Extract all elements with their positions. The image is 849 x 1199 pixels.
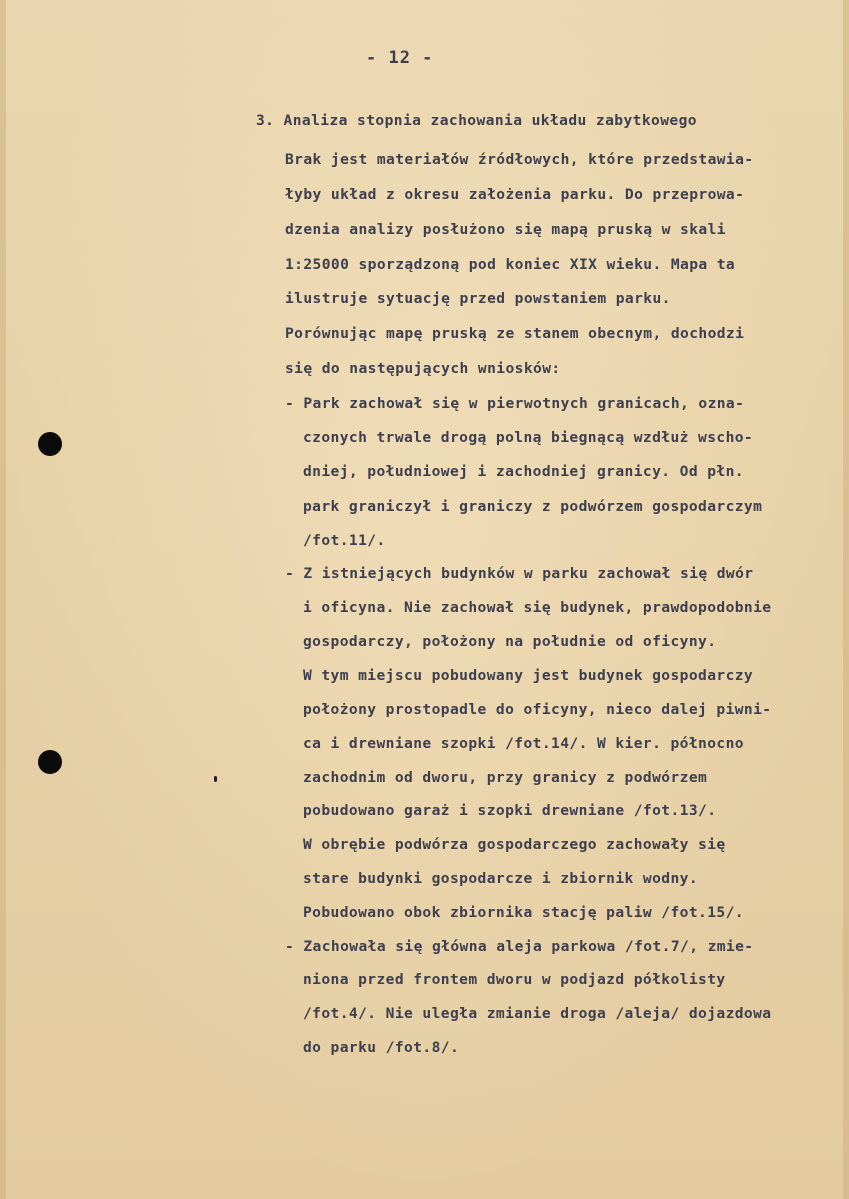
text-line: /fot.4/. Nie uległa zmianie droga /aleja/ dojazdowa (303, 1005, 772, 1022)
text-line: Pobudowano obok zbiornika stację paliw /fot.15/. (303, 904, 744, 921)
section-heading: 3. Analiza stopnia zachowania układu zabytkowego (256, 112, 697, 129)
text-line: W tym miejscu pobudowany jest budynek gospodarczy (303, 667, 754, 684)
ink-speck (214, 776, 217, 782)
text-line: do parku /fot.8/. (303, 1039, 460, 1056)
text-line: łyby układ z okresu założenia parku. Do przeprowa- (285, 186, 745, 203)
page-right-edge (843, 0, 849, 1199)
text-line: pobudowano garaż i szopki drewniane /fot.13/. (303, 802, 717, 819)
text-line: stare budynki gospodarcze i zbiornik wodny. (303, 870, 699, 887)
text-line: ca i drewniane szopki /fot.14/. W kier. północno (303, 735, 744, 752)
text-line: i oficyna. Nie zachował się budynek, prawdopodobnie (303, 599, 772, 616)
list-item: - Park zachował się w pierwotnych granicach, ozna- (285, 395, 745, 412)
text-line: Brak jest materiałów źródłowych, które przedstawia- (285, 151, 754, 168)
text-line: dzenia analizy posłużono się mapą pruską w skali (285, 221, 726, 238)
text-line: 1:25000 sporządzoną pod koniec XIX wieku. Mapa ta (285, 256, 736, 273)
text-line: czonych trwale drogą polną biegnącą wzdłuż wscho- (303, 429, 754, 446)
text-line: niona przed frontem dworu w podjazd półkolisty (303, 971, 726, 988)
text-line: zachodnim od dworu, przy granicy z podwórzem (303, 769, 708, 786)
text-line: położony prostopadle do oficyny, nieco dalej piwni- (303, 701, 772, 718)
list-item: - Zachowała się główna aleja parkowa /fot.7/, zmie- (285, 938, 754, 955)
page-left-edge (0, 0, 6, 1199)
punch-hole-top (38, 432, 62, 456)
punch-hole-bottom (38, 750, 62, 774)
list-item: - Z istniejących budynków w parku zachował się dwór (285, 565, 754, 582)
text-line: W obrębie podwórza gospodarczego zachowały się (303, 836, 726, 853)
text-line: Porównując mapę pruską ze stanem obecnym, dochodzi (285, 325, 745, 342)
text-line: park graniczył i graniczy z podwórzem gospodarczym (303, 498, 763, 515)
text-line: gospodarczy, położony na południe od oficyny. (303, 633, 717, 650)
text-line: się do następujących wniosków: (285, 360, 561, 377)
text-line: dniej, południowej i zachodniej granicy. Od płn. (303, 463, 744, 480)
page-number: - 12 - (366, 48, 434, 68)
text-line: /fot.11/. (303, 532, 386, 549)
text-line: ilustruje sytuację przed powstaniem parku. (285, 290, 671, 307)
